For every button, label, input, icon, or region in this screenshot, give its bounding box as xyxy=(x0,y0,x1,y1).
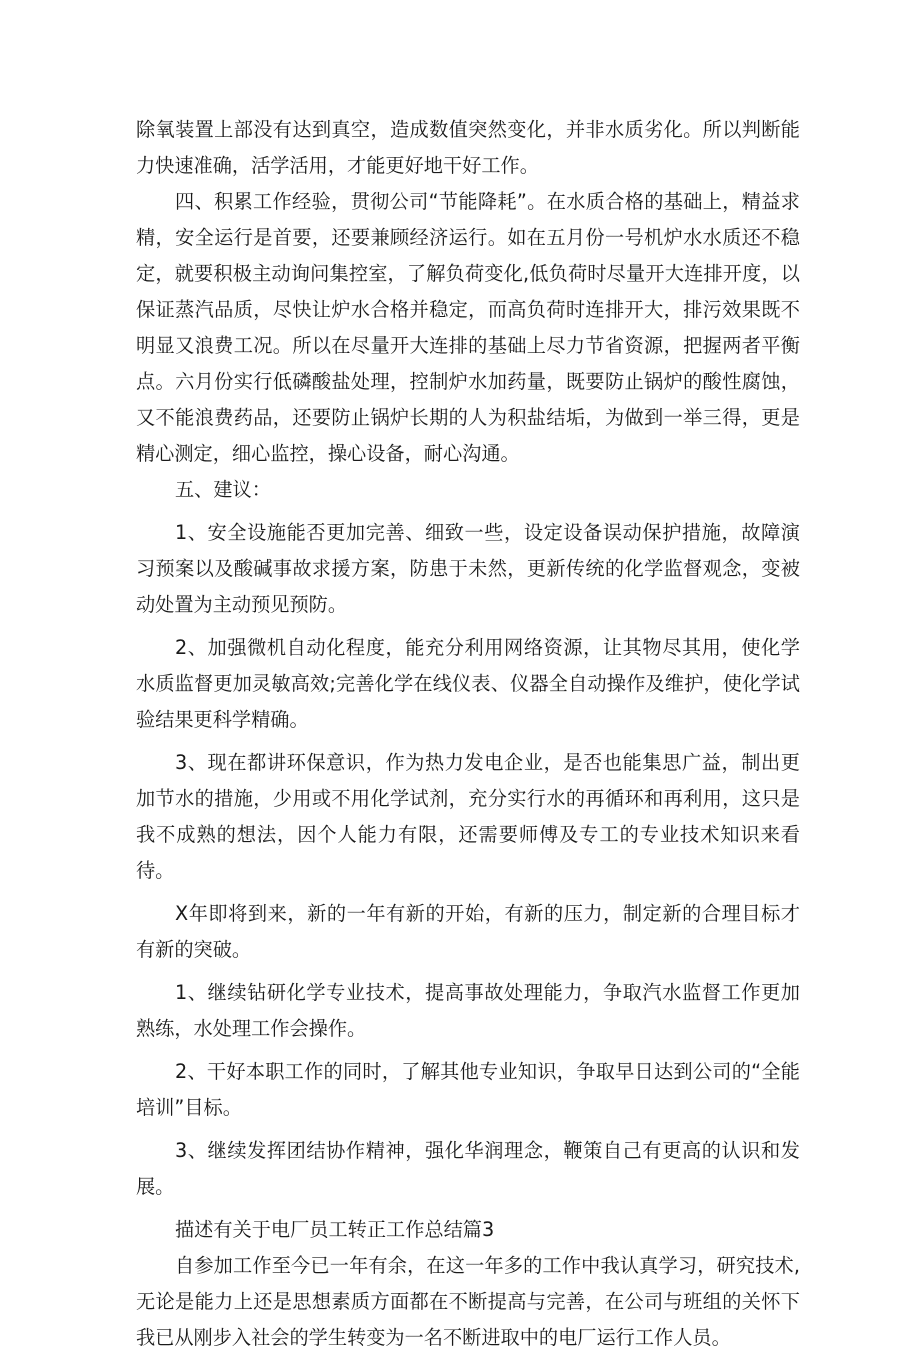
paragraph-section-four: 四、积累工作经验，贯彻公司“节能降耗”。在水质合格的基础上，精益求精，安全运行是首要，还要兼顾经济运行。如在五月份一号机炉水水质还不稳定，就要积极主动询问集控室，了解负荷变化,低负荷时尽量开大连排开度，以保证蒸汽品质，尽快让炉水合格并稳定，而高负荷时连排开大，排污效果既不明显又浪费工况。所以在尽量开大连排的基础上尽力节省资源，把握两者平衡点。六月份实行低磷酸盐处理，控制炉水加药量，既要防止锅炉的酸性腐蚀，又不能浪费药品，还要防止锅炉长期的人为积盐结垢，为做到一举三得，更是精心测定，细心监控，操心设备，耐心沟通。 xyxy=(136,190,800,465)
paragraph-deaerator-note: 除氧装置上部没有达到真空，造成数值突然变化，并非水质劣化。所以判断能力快速准确，活学活用，才能更好地干好工作。 xyxy=(136,118,800,177)
paragraph-suggestion-2: 2、加强微机自动化程度，能充分利用网络资源，让其物尽其用，使化学水质监督更加灵敏高效;完善化学在线仪表、仪器全自动操作及维护，使化学试验结果更科学精确。 xyxy=(136,636,800,731)
paragraph-new-year: X年即将到来，新的一年有新的开始，有新的压力，制定新的合理目标才有新的突破。 xyxy=(136,902,800,961)
paragraph-suggestion-3: 3、现在都讲环保意识，作为热力发电企业，是否也能集思广益，制出更加节水的措施，少用或不用化学试剂，充分实行水的再循环和再利用，这只是我不成熟的想法，因个人能力有限，还需要师傅及专工的专业技术知识来看待。 xyxy=(136,751,800,882)
paragraph-section-five-heading: 五、建议： xyxy=(175,478,271,501)
document-body xyxy=(136,112,800,1356)
paragraph-intro-part-3: 自参加工作至今已一年有余，在这一年多的工作中我认真学习，研究技术,无论是能力上还是思想素质方面都在不断提高与完善，在公司与班组的关怀下我已从刚步入社会的学生转变为一名不断进取中的电厂运行工作人员。 xyxy=(136,1254,800,1349)
paragraph-goal-2: 2、干好本职工作的同时，了解其他专业知识，争取早日达到公司的“全能培训”目标。 xyxy=(136,1060,800,1119)
section-title-part-3: 描述有关于电厂员工转正工作总结篇3 xyxy=(175,1218,495,1241)
paragraph-suggestion-1: 1、安全设施能否更加完善、细致一些，设定设备误动保护措施，故障演习预案以及酸碱事故求援方案，防患于未然，更新传统的化学监督观念，变被动处置为主动预见预防。 xyxy=(136,521,800,616)
paragraph-goal-3: 3、继续发挥团结协作精神，强化华润理念，鞭策自己有更高的认识和发展。 xyxy=(136,1139,800,1198)
paragraph-goal-1: 1、继续钻研化学专业技术，提高事故处理能力，争取汽水监督工作更加熟练，水处理工作会操作。 xyxy=(136,981,800,1040)
